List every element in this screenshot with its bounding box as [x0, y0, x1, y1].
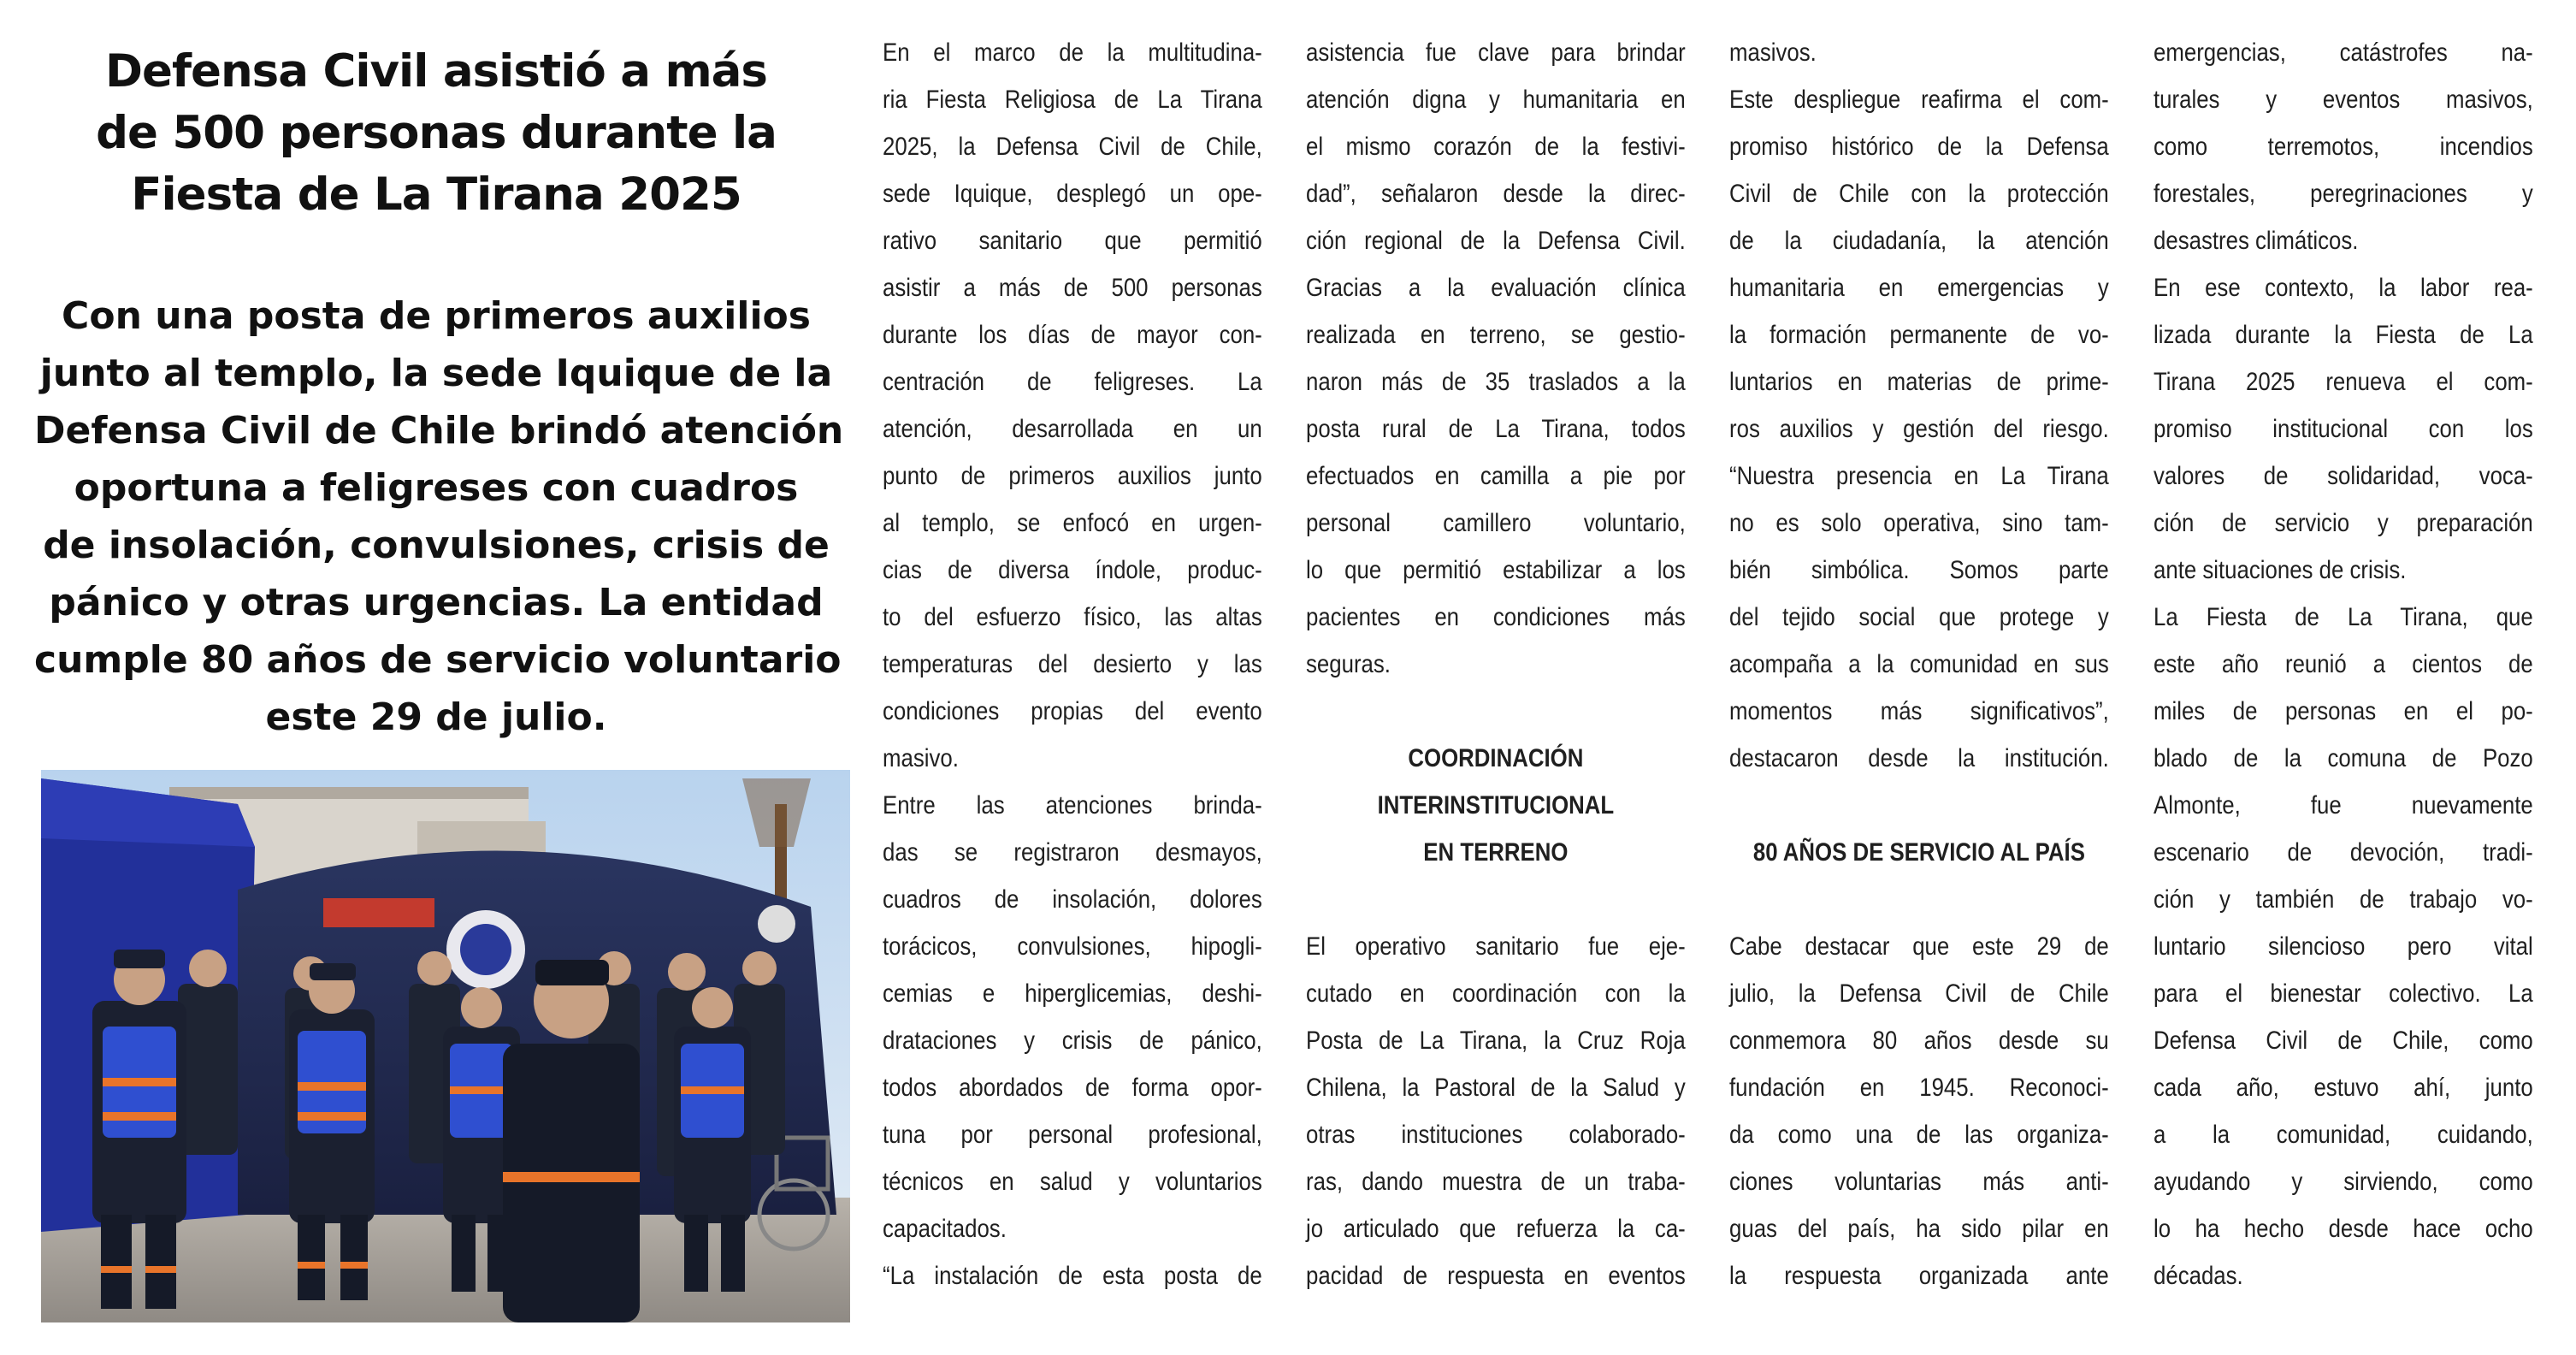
body-line: ros auxilios y gestión del riesgo.: [1729, 415, 2109, 443]
body-line: 2025, la Defensa Civil de Chile,: [883, 133, 1262, 161]
body-line: cutado en coordinación con la: [1306, 979, 1686, 1008]
article-lead: [34, 287, 844, 746]
body-line: promiso institucional con los: [2154, 415, 2533, 443]
lead-line: junto al templo, la sede Iquique de la: [39, 352, 833, 395]
body-line: promiso histórico de la Defensa: [1729, 133, 2109, 161]
body-line: En ese contexto, la labor rea-: [2154, 274, 2533, 302]
body-line: El operativo sanitario fue eje-: [1306, 932, 1686, 961]
text-column-3: [1729, 29, 2109, 1299]
body-line: este año reunió a cientos de: [2154, 650, 2533, 678]
body-line: efectuados en camilla a pie por: [1306, 462, 1686, 490]
article-headline: [34, 41, 838, 226]
body-line: no es solo operativa, sino tam-: [1729, 509, 2109, 537]
body-line: ria Fiesta Religiosa de La Tirana: [883, 86, 1262, 114]
body-line: valores de solidaridad, voca-: [2154, 462, 2533, 490]
body-line: masivo.: [883, 744, 959, 772]
body-line: dad”, señalaron desde la direc-: [1306, 180, 1686, 208]
body-line: Entre las atenciones brinda-: [883, 791, 1262, 820]
body-line: luntario silencioso pero vital: [2154, 932, 2533, 961]
body-line: todos abordados de forma opor-: [883, 1074, 1262, 1102]
body-line: pacidad de respuesta en eventos: [1306, 1262, 1686, 1290]
volunteers-photo-illustration: [41, 770, 850, 1322]
section-subhead-line: INTERINSTITUCIONAL: [1377, 791, 1615, 820]
body-line: naron más de 35 traslados a la: [1306, 368, 1686, 396]
body-line: atención digna y humanitaria en: [1306, 86, 1686, 114]
body-line: ción de servicio y preparación: [2154, 509, 2533, 537]
body-line: para el bienestar colectivo. La: [2154, 979, 2533, 1008]
body-line: escenario de devoción, tradi-: [2154, 838, 2533, 867]
body-line: humanitaria en emergencias y: [1729, 274, 2109, 302]
body-line: seguras.: [1306, 650, 1391, 678]
body-line: desastres climáticos.: [2154, 227, 2359, 255]
body-line: ras, dando muestra de un traba-: [1306, 1168, 1686, 1196]
body-line: el mismo corazón de la festivi-: [1306, 133, 1686, 161]
body-line: del tejido social que protege y: [1729, 603, 2109, 631]
body-line: turales y eventos masivos,: [2154, 86, 2533, 114]
body-line: ción y también de trabajo vo-: [2154, 885, 2533, 914]
section-subhead-line: COORDINACIÓN: [1408, 744, 1584, 772]
section-subhead-line: EN TERRENO: [1423, 838, 1569, 867]
lead-line: este 29 de julio.: [265, 695, 607, 739]
body-line: como terremotos, incendios: [2154, 133, 2533, 161]
body-line: de la ciudadanía, la atención: [1729, 227, 2109, 255]
lead-line: Con una posta de primeros auxilios: [62, 294, 811, 338]
body-line: bién simbólica. Somos parte: [1729, 556, 2109, 584]
body-line: Civil de Chile con la protección: [1729, 180, 2109, 208]
body-line: forestales, peregrinaciones y: [2154, 180, 2533, 208]
body-line: sede Iquique, desplegó un ope-: [883, 180, 1262, 208]
body-line: la formación permanente de vo-: [1729, 321, 2109, 349]
body-line: temperaturas del desierto y las: [883, 650, 1262, 678]
body-line: emergencias, catástrofes na-: [2154, 38, 2533, 67]
body-line: décadas.: [2154, 1262, 2243, 1290]
body-line: acompaña a la comunidad en sus: [1729, 650, 2109, 678]
body-line: Este despliegue reafirma el com-: [1729, 86, 2109, 114]
body-line: asistencia fue clave para brindar: [1306, 38, 1686, 67]
lead-line: oportuna a feligreses con cuadros: [74, 466, 799, 510]
body-line: Chilena, la Pastoral de la Salud y: [1306, 1074, 1686, 1102]
body-line: ante situaciones de crisis.: [2154, 556, 2407, 584]
headline-line: Defensa Civil asistió a más: [105, 45, 767, 98]
spacer: [1729, 782, 2109, 829]
spacer: [1306, 688, 1686, 735]
lead-line: de insolación, convulsiones, crisis de: [43, 524, 830, 567]
body-line: capacitados.: [883, 1215, 1007, 1243]
body-line: al templo, se enfocó en urgen-: [883, 509, 1262, 537]
body-line: destacaron desde la institución.: [1729, 744, 2109, 772]
body-line: momentos más significativos”,: [1729, 697, 2109, 725]
body-line: centración de feligreses. La: [883, 368, 1262, 396]
body-line: torácicos, convulsiones, hipogli-: [883, 932, 1262, 961]
lead-line: cumple 80 años de servicio voluntario: [34, 638, 842, 682]
body-line: Posta de La Tirana, la Cruz Roja: [1306, 1027, 1686, 1055]
body-line: ción regional de la Defensa Civil.: [1306, 227, 1686, 255]
body-line: cias de diversa índole, produc-: [883, 556, 1262, 584]
body-line: jo articulado que refuerza la ca-: [1306, 1215, 1686, 1243]
body-line: Tirana 2025 renueva el com-: [2154, 368, 2533, 396]
body-line: “Nuestra presencia en La Tirana: [1729, 462, 2109, 490]
body-line: ciones voluntarias más anti-: [1729, 1168, 2109, 1196]
body-line: otras instituciones colaborado-: [1306, 1121, 1686, 1149]
body-line: lo ha hecho desde hace ocho: [2154, 1215, 2533, 1243]
body-line: ayudando y sirviendo, como: [2154, 1168, 2533, 1196]
text-column-1: [883, 29, 1262, 1299]
body-line: asistir a más de 500 personas: [883, 274, 1262, 302]
body-line: a la comunidad, cuidando,: [2154, 1121, 2533, 1149]
body-line: rativo sanitario que permitió: [883, 227, 1262, 255]
body-line: julio, la Defensa Civil de Chile: [1729, 979, 2109, 1008]
body-line: realizada en terreno, se gestio-: [1306, 321, 1686, 349]
body-line: condiciones propias del evento: [883, 697, 1262, 725]
spacer: [1729, 876, 2109, 923]
body-line: personal camillero voluntario,: [1306, 509, 1686, 537]
body-line: Defensa Civil de Chile, como: [2154, 1027, 2533, 1055]
body-line: cuadros de insolación, dolores: [883, 885, 1262, 914]
body-line: miles de personas en el po-: [2154, 697, 2533, 725]
body-line: la respuesta organizada ante: [1729, 1262, 2109, 1290]
body-line: cada año, estuvo ahí, junto: [2154, 1074, 2533, 1102]
body-line: drataciones y crisis de pánico,: [883, 1027, 1262, 1055]
text-column-2: [1306, 29, 1686, 1299]
spacer: [1306, 876, 1686, 923]
body-line: técnicos en salud y voluntarios: [883, 1168, 1262, 1196]
body-line: to del esfuerzo físico, las altas: [883, 603, 1262, 631]
body-line: pacientes en condiciones más: [1306, 603, 1686, 631]
body-line: masivos.: [1729, 38, 1817, 67]
body-line: Cabe destacar que este 29 de: [1729, 932, 2109, 961]
body-line: fundación en 1945. Reconoci-: [1729, 1074, 2109, 1102]
headline-line: Fiesta de La Tirana 2025: [131, 169, 741, 221]
body-line: lizada durante la Fiesta de La: [2154, 321, 2533, 349]
body-line: cemias e hiperglicemias, deshi-: [883, 979, 1262, 1008]
body-line: blado de la comuna de Pozo: [2154, 744, 2533, 772]
body-line: da como una de las organiza-: [1729, 1121, 2109, 1149]
body-line: tuna por personal profesional,: [883, 1121, 1262, 1149]
body-line: durante los días de mayor con-: [883, 321, 1262, 349]
body-line: posta rural de La Tirana, todos: [1306, 415, 1686, 443]
section-subhead: 80 AÑOS DE SERVICIO AL PAÍS: [1752, 838, 2085, 867]
body-line: En el marco de la multitudina-: [883, 38, 1262, 67]
body-line: Gracias a la evaluación clínica: [1306, 274, 1686, 302]
body-line: guas del país, ha sido pilar en: [1729, 1215, 2109, 1243]
text-column-4: [2154, 29, 2533, 1299]
body-line: luntarios en materias de prime-: [1729, 368, 2109, 396]
body-line: lo que permitió estabilizar a los: [1306, 556, 1686, 584]
article-photo: [41, 770, 850, 1322]
lead-line: Defensa Civil de Chile brindó atención: [34, 409, 844, 453]
body-line: punto de primeros auxilios junto: [883, 462, 1262, 490]
headline-line: de 500 personas durante la: [96, 107, 777, 159]
body-line: Almonte, fue nuevamente: [2154, 791, 2533, 820]
lead-line: pánico y otras urgencias. La entidad: [49, 581, 824, 624]
body-line: “La instalación de esta posta de: [883, 1262, 1262, 1290]
body-line: das se registraron desmayos,: [883, 838, 1262, 867]
body-line: La Fiesta de La Tirana, que: [2154, 603, 2533, 631]
body-line: atención, desarrollada en un: [883, 415, 1262, 443]
body-line: conmemora 80 años desde su: [1729, 1027, 2109, 1055]
